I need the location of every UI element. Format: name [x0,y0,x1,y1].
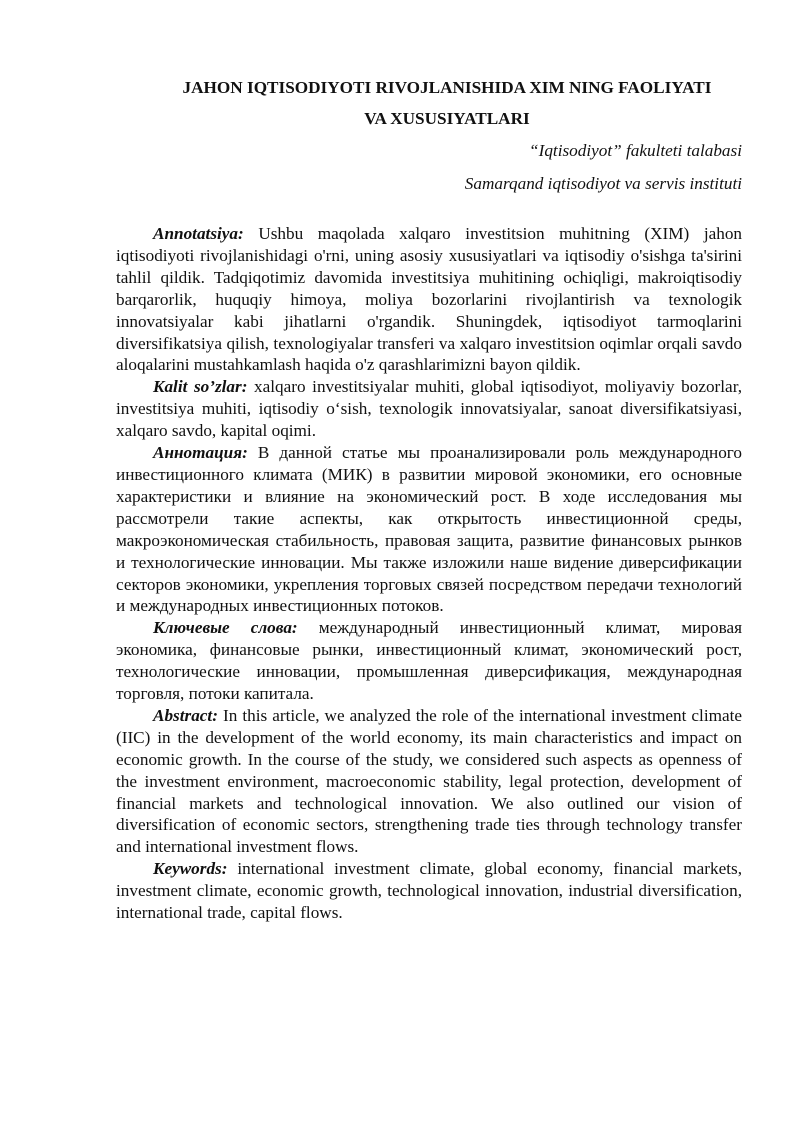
annotation-ru-label: Аннотация: [153,443,248,463]
keywords-uz [116,376,742,442]
annotation-ru-text: В данной статье мы проанализировали роль международного инвестиционного климата (МИК) в развитии мировой экономики, его основные характеристики и влияние на экономический рост. В ходе исследования мы рассмотрели такие аспекты, как открытость инвестиционной среды, макроэкономическая стабильность, правовая защита, развитие финансовых рынков и технологические инновации. Мы также изложили наше видение диверсификации секторов экономики, укрепления торговых связей посредством передачи технологий и международных инвестиционных потоков. [116,443,743,616]
affiliation-institute: Samarqand iqtisodiyot va servis instituti [464,174,742,193]
article-body [116,223,742,924]
keywords-ru [116,617,742,705]
article-title [116,72,742,134]
annotation-uz-text: Ushbu maqolada xalqaro investitsion muhitning (XIM) jahon iqtisodiyoti rivojlanishidagi o'rni, uning asosiy xususiyatlari va iqtisodiy o'sishga ta'sirini tahlil qildik. Tadqiqotimiz davomida investitsiya muhitining ochiqligi, makroiqtisodiy barqarorlik, huquqiy himoya, moliya bozorlarini rivojlantirish va texnologik innovatsiyalar kabi jihatlarni o'rgandik. Shuningdek, iqtisodiyot tarmoqlarini diversifikatsiya qilish, texnologiyalar transferi va xalqaro investitsion oqimlar orqali savdo aloqalarini mustahkamlash haqida o'z qarashlarimizni bayon qildik. [116,224,743,375]
annotation-ru [116,442,742,617]
article-page [116,72,742,924]
keywords-uz-text: xalqaro investitsiyalar muhiti, global iqtisodiyot, moliyaviy bozorlar, investitsiya muhiti, iqtisodiy o‘sish, texnologik innovatsiyalar, sanoat diversifikatsiyasi, xalqaro savdo, kapital oqimi. [116,377,743,441]
abstract-en-label: Abstract: [153,705,218,725]
abstract-en [116,705,742,858]
keywords-en-text: international investment climate, global economy, financial markets, investment climate, economic growth, technological innovation, industrial diversification, international trade, capital flows. [116,859,742,923]
abstract-en-text: In this article, we analyzed the role of the international investment climate (IIC) in the development of the world economy, its main characteristics and impact on economic growth. In the course of the study, we considered such aspects as openness of the investment environment, macroeconomic stability, legal protection, development of financial markets and technological innovation. We also outlined our vision of diversification of economic sectors, strengthening trade ties through technology transfer and international investment flows. [116,705,742,857]
title-line-1: JAHON IQTISODIYOTI RIVOJLANISHIDA XIM NING FAOLIYATI [182,78,712,97]
author-affiliation [116,134,742,200]
annotation-uz [116,223,742,376]
title-line-2: VA XUSUSIYATLARI [364,109,530,128]
keywords-ru-label: Ключевые слова: [153,618,298,638]
keywords-en [116,858,742,924]
annotation-uz-label: Annotatsiya: [153,224,244,243]
affiliation-faculty: “Iqtisodiyot” fakulteti talabasi [529,141,742,160]
keywords-ru-text: международный инвестиционный климат, мировая экономика, финансовые рынки, инвестиционный климат, экономический рост, технологические инновации, промышленная диверсификация, международная торговля, потоки капитала. [116,618,742,704]
keywords-en-label: Keywords: [153,859,228,879]
keywords-uz-label: Kalit so’zlar: [153,377,248,397]
